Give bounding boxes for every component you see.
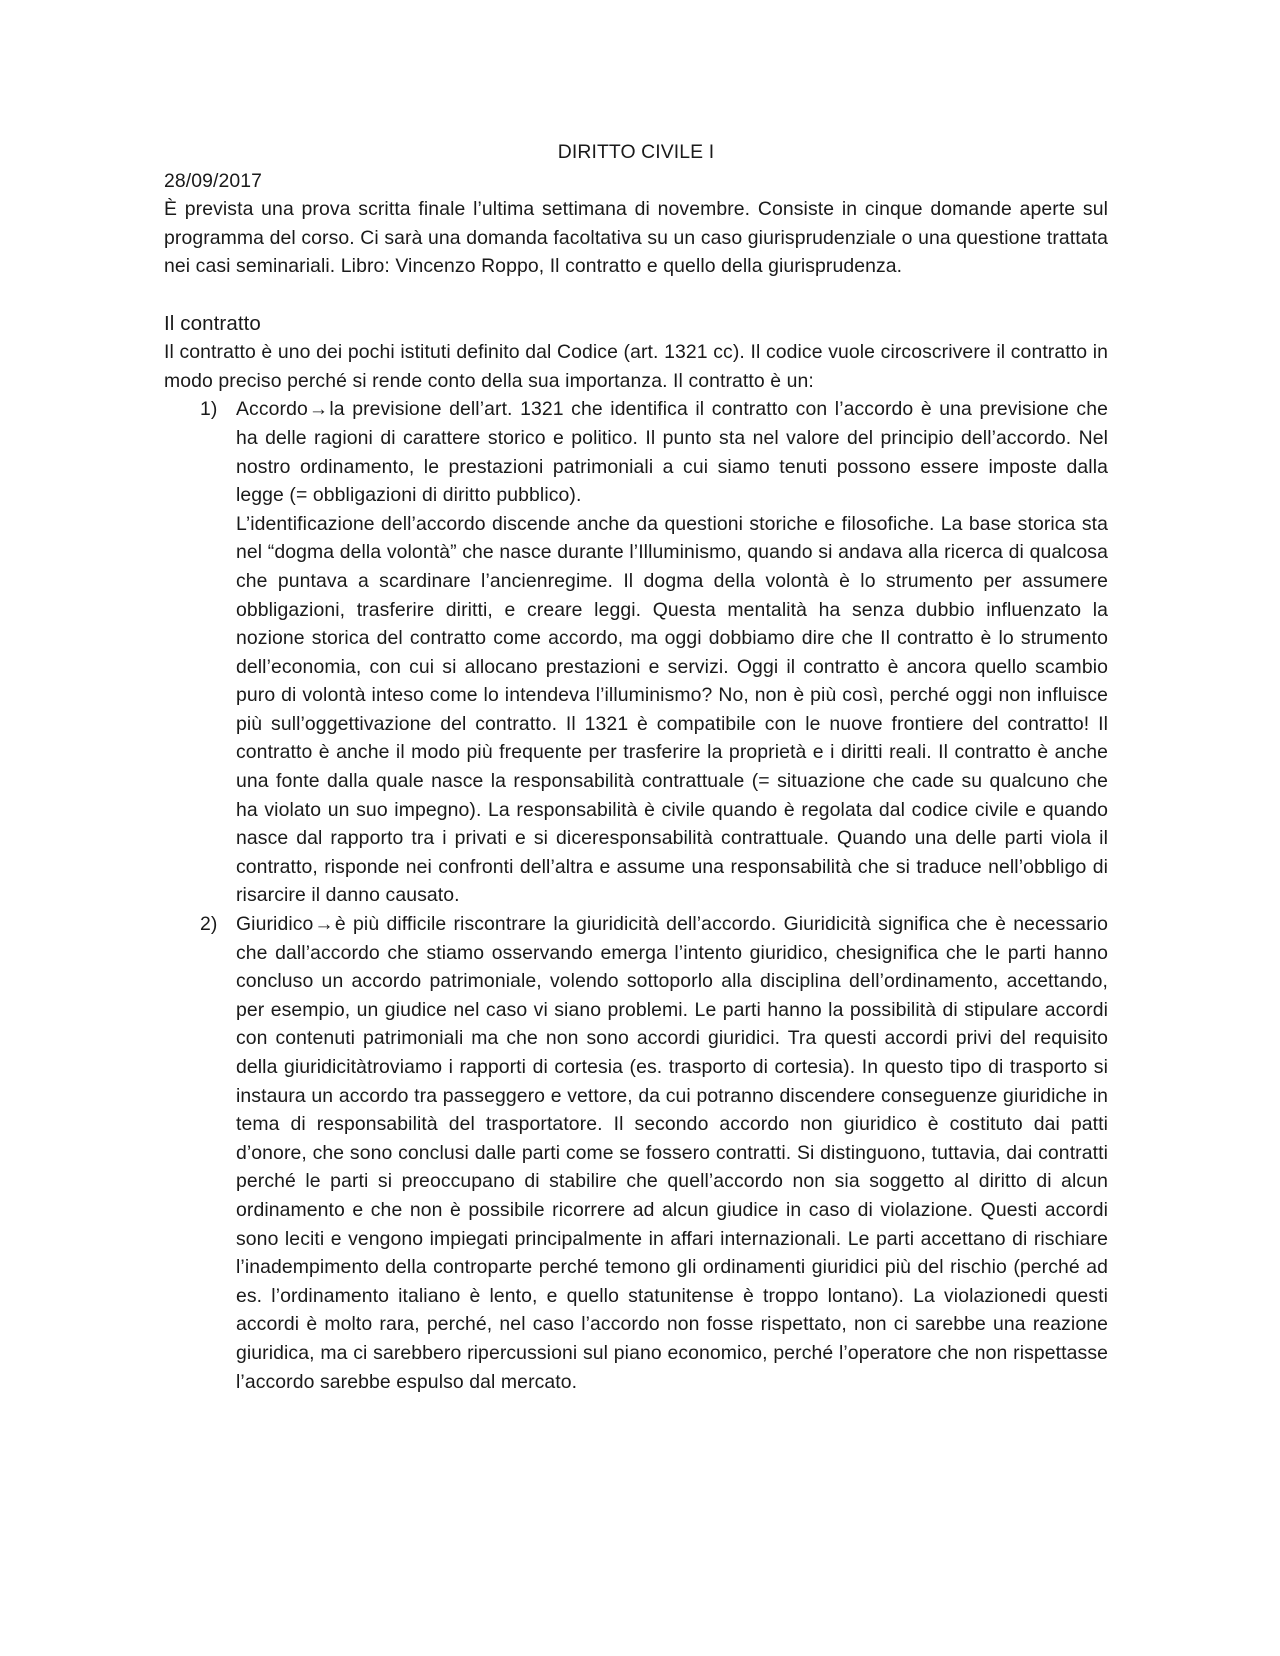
list-number: 2) bbox=[200, 913, 218, 936]
document-body bbox=[164, 138, 1108, 1396]
document-title: DIRITTO CIVILE I bbox=[557, 141, 715, 163]
section-heading: Il contratto bbox=[164, 311, 261, 335]
list-item-accordo bbox=[164, 395, 1108, 910]
paragraph-spacer bbox=[164, 281, 1108, 310]
section-lead-paragraph: Il contratto è uno dei pochi istituti definito dal Codice (art. 1321 cc). Il codice vuole circoscrivere il contratto in modo preciso perché si rende conto della sua importanza. Il contratto è un: bbox=[164, 341, 1108, 392]
list-item-description: è più difficile riscontrare la giuridicità dell’accordo. Giuridicità significa che è necessario che dall’accordo che stiamo osservando emerga l’intento giuridico, chesignifica che le parti hanno concluso un accordo patrimoniale, volendo sottoporlo alla disciplina dell’ordinamento, accettando, per esempio, un giudice nel caso vi siano problemi. Le parti hanno la possibilità di stipulare accordi con contenuti patrimoniali ma che non sono accordi giuridici. Tra questi accordi privi del requisito della giuridicitàtroviamo i rapporti di cortesia (es. trasporto di cortesia). In questo tipo di trasporto si instaura un accordo tra passeggero e vettore, da cui potranno discendere conseguenze giuridiche in tema di responsabilità del trasportatore. Il secondo accordo non giuridico è costituto dai patti d’onore, che sono conclusi dalle parti come se fossero contratti. Si distinguono, tuttavia, dai contratti perché le parti si preoccupano di stabilire che quell’accordo non sia soggetto al diritto di alcun ordinamento e che non è possibile ricorrere ad alcun giudice in caso di violazione. Questi accordi sono leciti e vengono impiegati principalmente in affari internazionali. Le parti accettano di rischiare l’inadempimento della controparte perché temono gli ordinamenti giuridici più del rischio (perché ad es. l’ordinamento italiano è lento, e quello statunitense è troppo lontano). La violazionedi questi accordi è molto rara, perché, nel caso l’accordo non fosse rispettato, non ci sarebbe una reazione giuridica, ma ci sarebbero ripercussioni sul piano economico, perché l’operatore che non rispettasse l’accordo sarebbe espulso dal mercato. bbox=[236, 913, 1108, 1393]
intro-paragraph: È prevista una prova scritta finale l’ultima settimana di novembre. Consiste in cinque domande aperte sul programma del corso. Ci sarà una domanda facoltativa su un caso giurisprudenziale o una questione trattata nei casi seminariali. Libro: Vincenzo Roppo, Il contratto e quello della giurisprudenza. bbox=[164, 198, 1108, 278]
document-date: 28/09/2017 bbox=[164, 169, 263, 192]
list-item-description: la previsione dell’art. 1321 che identifica il contratto con l’accordo è una previsione che ha delle ragioni di carattere storico e politico. Il punto sta nel valore del principio dell’accordo. Nel nostro ordinamento, le prestazioni patrimoniali a cui siamo tenuti possono essere imposte dalla legge (= obbligazioni di diritto pubblico). bbox=[236, 398, 1108, 507]
list-item-text bbox=[236, 395, 1108, 509]
list-item-continuation: L’identificazione dell’accordo discende anche da questioni storiche e filosofiche. La base storica sta nel “dogma della volontà” che nasce durante l’Illuminismo, quando si andava alla ricerca di qualcosa che puntava a scardinare l’ancienregime. Il dogma della volontà è lo strumento per assumere obbligazioni, trasferire diritti, e creare leggi. Questa mentalità ha senza dubbio influenzato la nozione storica del contratto come accordo, ma oggi dobbiamo dire che Il contratto è lo strumento dell’economia, con cui si allocano prestazioni e servizi. Oggi il contratto è ancora quello scambio puro di volontà inteso come lo intendeva l’illuminismo? No, non è più così, perché oggi non influisce più sull’oggettivazione del contratto. Il 1321 è compatibile con le nuove frontiere del contratto! Il contratto è anche il modo più frequente per trasferire la proprietà e i diritti reali. Il contratto è anche una fonte dalla quale nasce la responsabilità contrattuale (= situazione che cade su qualcuno che ha violato un suo impegno). La responsabilità è civile quando è regolata dal codice civile e quando nasce dal rapporto tra i privati e si diceresponsabilità contrattuale. Quando una delle parti viola il contratto, risponde nei confronti dell’altra e assume una responsabilità che si traduce nell’obbligo di risarcire il danno causato. bbox=[236, 512, 1108, 907]
numbered-list bbox=[164, 395, 1108, 1396]
list-item-term: Accordo bbox=[236, 398, 308, 421]
list-item-term: Giuridico bbox=[236, 913, 314, 936]
arrow-right-icon: → bbox=[308, 398, 329, 421]
list-number: 1) bbox=[200, 398, 218, 421]
list-item-text bbox=[236, 910, 1108, 1396]
list-item-giuridico bbox=[164, 910, 1108, 1396]
arrow-right-icon: → bbox=[314, 913, 334, 936]
